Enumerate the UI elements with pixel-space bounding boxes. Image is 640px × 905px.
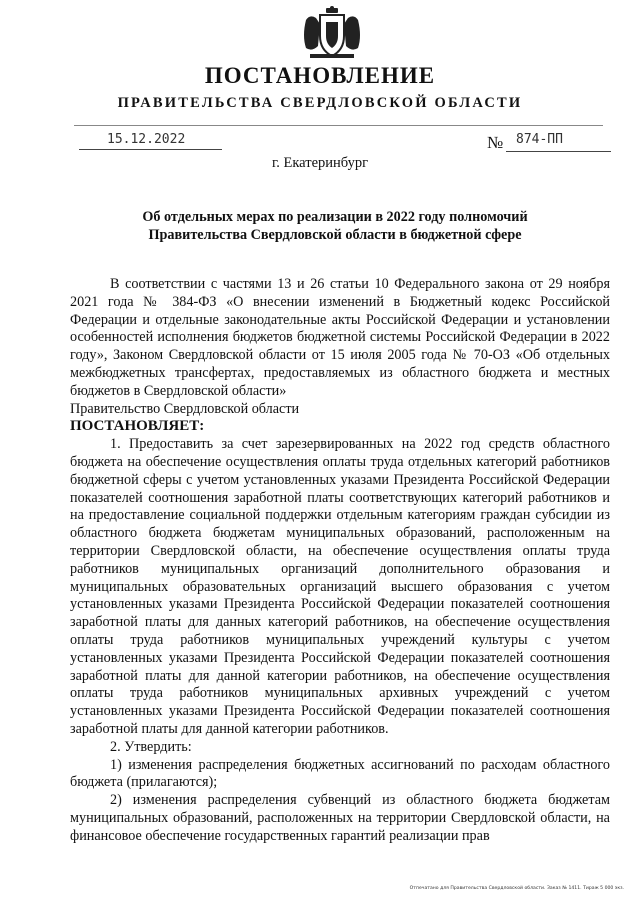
number-label: № <box>487 133 504 152</box>
date-underline <box>79 149 222 150</box>
item-2-paragraph: 2. Утвердить: <box>110 738 192 755</box>
item-2-2-paragraph: 2) изменения распределения субвенций из областного бюджета бюджетам муниципальных образований, расположенных на территории Свердловской области, на финансовое обеспечение государственных гарантий реализации прав <box>70 792 610 844</box>
heading-line-1: Об отдельных мерах по реализации в 2022 году полномочий <box>142 209 528 225</box>
print-footer-note: Отпечатано для Правительства Свердловской области. Заказ № 1411. Тираж 5 000 экз. <box>409 886 624 891</box>
item-2-1-paragraph: 1) изменения распределения бюджетных ассигнований по расходам областного бюджета (прилагаются); <box>70 756 610 791</box>
preamble-paragraph: В соответствии с частями 13 и 26 статьи 10 Федерального закона от 29 ноября 2021 года № 384-ФЗ «О внесении изменений в Бюджетный кодекс Российской Федерации и отдельные законодательные акты Российской Федерации и установлении особенностей исполнения бюджетов бюджетной системы Российской Федерации в 2022 году», Законом Свердловской области от 15 июля 2005 года № 70-ОЗ «Об отдельных межбюджетных трансфертах, предоставляемых из областного бюджета и местных бюджетов в Свердловской области» <box>70 276 610 399</box>
issuing-authority: ПРАВИТЕЛЬСТВА СВЕРДЛОВСКОЙ ОБЛАСТИ <box>117 95 523 111</box>
item-1-paragraph: 1. Предоставить за счет зарезервированных на 2022 год средств областного бюджета на обеспечение осуществления оплаты труда отдельных категорий работников бюджетной сферы с учетом установленных указами Президента Российской Федерации показателей соотношения заработной платы соответствующих категорий работников и на предоставление социальной поддержки отдельным категориям граждан субсидии из областного бюджета бюджетам муниципальных образований, расположенным на территории Свердловской области, на обеспечение осуществления оплаты труда работников муниципальных организаций дополнительного образования и муниципальных образовательных организаций высшего образования с учетом установленных указами Президента Российской Федерации показателей соотношения заработной платы для данных категорий работников, на обеспечение осуществления оплаты труда работников муниципальных учреждений культуры с учетом установленных указами Президента Российской Федерации показателей соотношения заработной платы для данной категории работников, на обеспечение осуществления оплаты труда работников муниципальных архивных учреждений с учетом установленных указами Президента Российской Федерации показателей соотношения заработной платы для данной категории работников. <box>70 436 610 737</box>
document-number: 874-ПП <box>516 132 563 147</box>
header-divider <box>74 125 603 126</box>
heading-line-2: Правительства Свердловской области в бюджетной сфере <box>148 227 522 243</box>
document-heading <box>100 208 570 244</box>
coat-of-arms-emblem <box>300 6 364 62</box>
preamble-authority: Правительство Свердловской области <box>70 400 300 417</box>
document-type-title: ПОСТАНОВЛЕНИЕ <box>204 63 436 88</box>
resolves-label: ПОСТАНОВЛЯЕТ: <box>70 418 205 435</box>
number-underline <box>506 151 611 152</box>
document-body <box>70 276 610 846</box>
city-name: г. Екатеринбург <box>271 155 369 171</box>
document-date: 15.12.2022 <box>107 132 186 147</box>
